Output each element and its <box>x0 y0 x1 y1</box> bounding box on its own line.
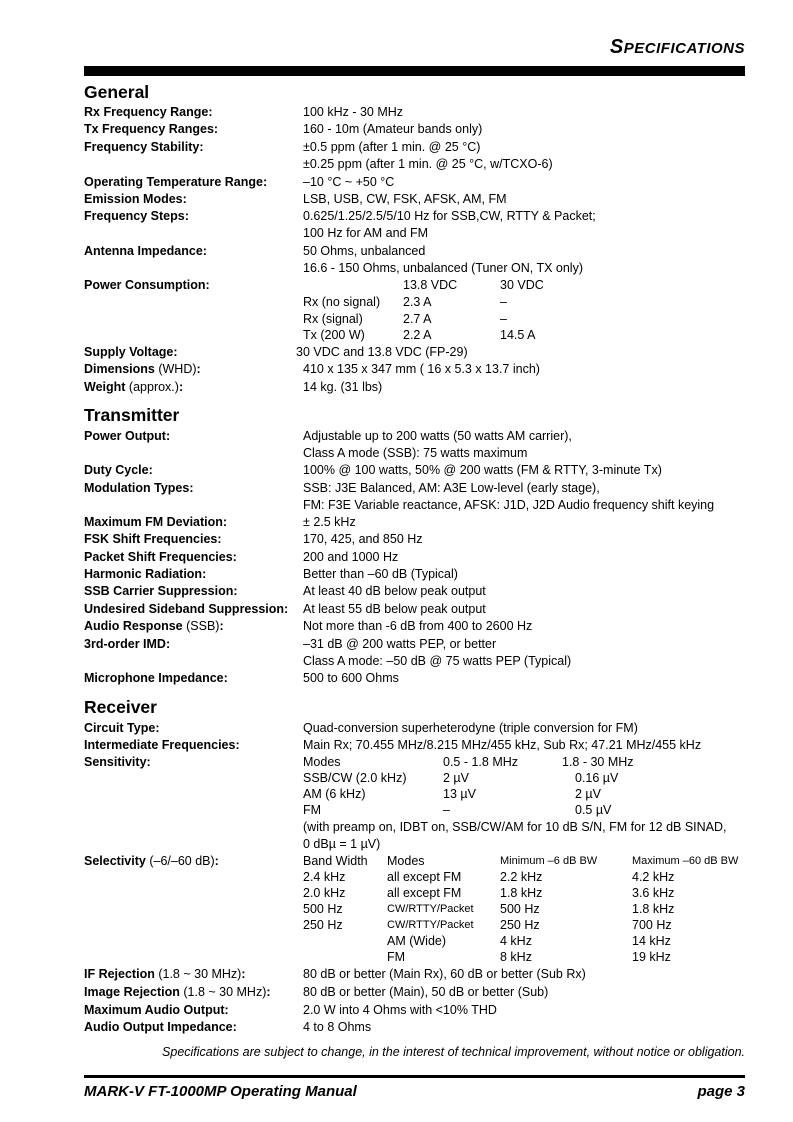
steps-value-1: 0.625/1.25/2.5/5/10 Hz for SSB,CW, RTTY & Packet; <box>303 209 596 223</box>
if-rejection-value: 80 dB or better (Main Rx), 60 dB or better (Sub Rx) <box>303 967 586 981</box>
power-output-label: Power Output: <box>84 429 171 443</box>
rx-range-label: Rx Frequency Range: <box>84 105 213 119</box>
sel-row-min: 8 kHz <box>500 950 532 964</box>
mic-impedance-value: 500 to 600 Ohms <box>303 671 399 685</box>
fm-deviation-label: Maximum FM Deviation: <box>84 515 228 529</box>
section-transmitter-heading: Transmitter <box>84 405 180 425</box>
weight-value: 14 kg. (31 lbs) <box>303 380 383 394</box>
sel-row-min: 2.2 kHz <box>500 870 543 884</box>
sens-note-1: (with preamp on, IDBT on, SSB/CW/AM for 10 dB S/N, FM for 12 dB SINAD, <box>303 820 727 834</box>
power-row-v2: 14.5 A <box>500 328 536 342</box>
power-row-v2: – <box>500 295 507 309</box>
footer-page-number: page 3 <box>697 1083 745 1100</box>
audio-response-value: Not more than -6 dB from 400 to 2600 Hz <box>303 619 533 633</box>
sens-header-c1: 0.5 - 1.8 MHz <box>443 755 519 769</box>
harmonic-label: Harmonic Radiation: <box>84 567 207 581</box>
modulation-value-1: SSB: J3E Balanced, AM: A3E Low-level (early stage), <box>303 481 600 495</box>
antenna-label: Antenna Impedance: <box>84 244 207 258</box>
sensitivity-label: Sensitivity: <box>84 755 151 769</box>
fsk-shift-label: FSK Shift Frequencies: <box>84 532 222 546</box>
power-row-v1: 2.7 A <box>403 312 432 326</box>
sideband-suppression-value: At least 55 dB below peak output <box>303 602 486 616</box>
stability-value-2: ±0.25 ppm (after 1 min. @ 25 °C, w/TCXO-6) <box>303 157 553 171</box>
sens-row-c2: 2 µV <box>575 787 601 801</box>
sens-row-mode: FM <box>303 803 322 817</box>
section-general-heading: General <box>84 82 150 102</box>
power-row-name: Rx (no signal) <box>303 295 381 309</box>
mic-impedance-label: Microphone Impedance: <box>84 671 228 685</box>
footer-manual-title: MARK-V FT-1000MP Operating Manual <box>84 1083 357 1100</box>
power-output-value-2: Class A mode (SSB): 75 watts maximum <box>303 446 528 460</box>
circuit-type-label: Circuit Type: <box>84 721 160 735</box>
audio-response-label: Audio Response (SSB): <box>84 619 224 633</box>
sel-row-bw: 2.4 kHz <box>303 870 346 884</box>
supply-label: Supply Voltage: <box>84 345 178 359</box>
antenna-value-1: 50 Ohms, unbalanced <box>303 244 426 258</box>
packet-shift-value: 200 and 1000 Hz <box>303 550 399 564</box>
power-row-v1: 2.3 A <box>403 295 432 309</box>
modes-value: LSB, USB, CW, FSK, AFSK, AM, FM <box>303 192 507 206</box>
sel-row-max: 1.8 kHz <box>632 902 675 916</box>
sens-row-c1: – <box>443 803 450 817</box>
sel-row-max: 700 Hz <box>632 918 672 932</box>
max-audio-value: 2.0 W into 4 Ohms with <10% THD <box>303 1003 497 1017</box>
rx-range-value: 100 kHz - 30 MHz <box>303 105 404 119</box>
sel-row-min: 500 Hz <box>500 902 540 916</box>
sens-row-c2: 0.16 µV <box>575 771 619 785</box>
sens-row-mode: SSB/CW (2.0 kHz) <box>303 771 407 785</box>
supply-value: 30 VDC and 13.8 VDC (FP-29) <box>296 345 468 359</box>
disclaimer-note: Specifications are subject to change, in the interest of technical improvement, without notice or obligation. <box>162 1045 745 1059</box>
imd-value-1: –31 dB @ 200 watts PEP, or better <box>303 637 497 651</box>
power-row-v1: 2.2 A <box>403 328 432 342</box>
sens-note-2: 0 dBµ = 1 µV) <box>303 837 381 851</box>
sel-row-bw: 2.0 kHz <box>303 886 346 900</box>
section-receiver-heading: Receiver <box>84 697 157 717</box>
sens-header-modes: Modes <box>303 755 341 769</box>
sel-row-mode: FM <box>387 950 406 964</box>
tx-range-label: Tx Frequency Ranges: <box>84 122 219 136</box>
audio-impedance-value: 4 to 8 Ohms <box>303 1020 372 1034</box>
image-rejection-label: Image Rejection (1.8 ~ 30 MHz): <box>84 985 271 999</box>
sel-row-min: 4 kHz <box>500 934 532 948</box>
steps-value-2: 100 Hz for AM and FM <box>303 226 429 240</box>
dims-label: Dimensions (WHD): <box>84 362 201 376</box>
imd-value-2: Class A mode: –50 dB @ 75 watts PEP (Typical) <box>303 654 572 668</box>
sens-row-c2: 0.5 µV <box>575 803 612 817</box>
temp-label: Operating Temperature Range: <box>84 175 268 189</box>
steps-label: Frequency Steps: <box>84 209 189 223</box>
packet-shift-label: Packet Shift Frequencies: <box>84 550 237 564</box>
sel-row-max: 3.6 kHz <box>632 886 675 900</box>
fm-deviation-value: ± 2.5 kHz <box>303 515 356 529</box>
power-col-13v8: 13.8 VDC <box>403 278 458 292</box>
sel-header-modes: Modes <box>387 854 425 868</box>
sens-row-c1: 2 µV <box>443 771 469 785</box>
stability-value-1: ±0.5 ppm (after 1 min. @ 25 °C) <box>303 140 481 154</box>
sel-row-max: 19 kHz <box>632 950 671 964</box>
sens-row-mode: AM (6 kHz) <box>303 787 366 801</box>
modulation-value-2: FM: F3E Variable reactance, AFSK: J1D, J2D Audio frequency shift keying <box>303 498 715 512</box>
circuit-type-value: Quad-conversion superheterodyne (triple conversion for FM) <box>303 721 638 735</box>
dims-value: 410 x 135 x 347 mm ( 16 x 5.3 x 13.7 inch) <box>303 362 540 376</box>
sens-row-c1: 13 µV <box>443 787 476 801</box>
power-row-name: Tx (200 W) <box>303 328 365 342</box>
sel-header-max: Maximum –60 dB BW <box>632 855 739 867</box>
selectivity-label: Selectivity (–6/–60 dB): <box>84 854 219 868</box>
weight-label: Weight (approx.): <box>84 380 184 394</box>
power-output-value-1: Adjustable up to 200 watts (50 watts AM carrier), <box>303 429 572 443</box>
sel-row-max: 4.2 kHz <box>632 870 675 884</box>
fsk-shift-value: 170, 425, and 850 Hz <box>303 532 423 546</box>
sel-row-mode: all except FM <box>387 870 462 884</box>
duty-value: 100% @ 100 watts, 50% @ 200 watts (FM & RTTY, 3-minute Tx) <box>303 463 662 477</box>
sel-row-mode: CW/RTTY/Packet <box>387 919 474 931</box>
imd-label: 3rd-order IMD: <box>84 637 171 651</box>
audio-impedance-label: Audio Output Impedance: <box>84 1020 237 1034</box>
if-value: Main Rx; 70.455 MHz/8.215 MHz/455 kHz, Sub Rx; 47.21 MHz/455 kHz <box>303 738 702 752</box>
sel-row-mode: CW/RTTY/Packet <box>387 903 474 915</box>
bottom-rule <box>84 1075 745 1078</box>
power-row-v2: – <box>500 312 507 326</box>
modulation-label: Modulation Types: <box>84 481 194 495</box>
duty-label: Duty Cycle: <box>84 463 153 477</box>
tx-range-value: 160 - 10m (Amateur bands only) <box>303 122 483 136</box>
sel-header-bw: Band Width <box>303 854 368 868</box>
temp-value: –10 °C ~ +50 °C <box>303 175 395 189</box>
sel-row-bw: 250 Hz <box>303 918 343 932</box>
if-rejection-label: IF Rejection (1.8 ~ 30 MHz): <box>84 967 246 981</box>
sens-header-c2: 1.8 - 30 MHz <box>562 755 634 769</box>
sel-row-mode: AM (Wide) <box>387 934 447 948</box>
if-label: Intermediate Frequencies: <box>84 738 240 752</box>
sideband-suppression-label: Undesired Sideband Suppression: <box>84 602 289 616</box>
sel-row-mode: all except FM <box>387 886 462 900</box>
image-rejection-value: 80 dB or better (Main), 50 dB or better (Sub) <box>303 985 549 999</box>
sel-row-min: 1.8 kHz <box>500 886 543 900</box>
harmonic-value: Better than –60 dB (Typical) <box>303 567 458 581</box>
sel-row-bw: 500 Hz <box>303 902 343 916</box>
sel-header-min: Minimum –6 dB BW <box>500 855 598 867</box>
max-audio-label: Maximum Audio Output: <box>84 1003 229 1017</box>
power-consumption-label: Power Consumption: <box>84 278 210 292</box>
stability-label: Frequency Stability: <box>84 140 204 154</box>
top-rule <box>84 66 745 76</box>
page-title: SPECIFICATIONS <box>609 36 745 58</box>
carrier-suppression-label: SSB Carrier Suppression: <box>84 584 238 598</box>
sel-row-min: 250 Hz <box>500 918 540 932</box>
carrier-suppression-value: At least 40 dB below peak output <box>303 584 486 598</box>
sel-row-max: 14 kHz <box>632 934 671 948</box>
modes-label: Emission Modes: <box>84 192 187 206</box>
power-row-name: Rx (signal) <box>303 312 363 326</box>
power-col-30v: 30 VDC <box>500 278 544 292</box>
antenna-value-2: 16.6 - 150 Ohms, unbalanced (Tuner ON, TX only) <box>303 261 583 275</box>
